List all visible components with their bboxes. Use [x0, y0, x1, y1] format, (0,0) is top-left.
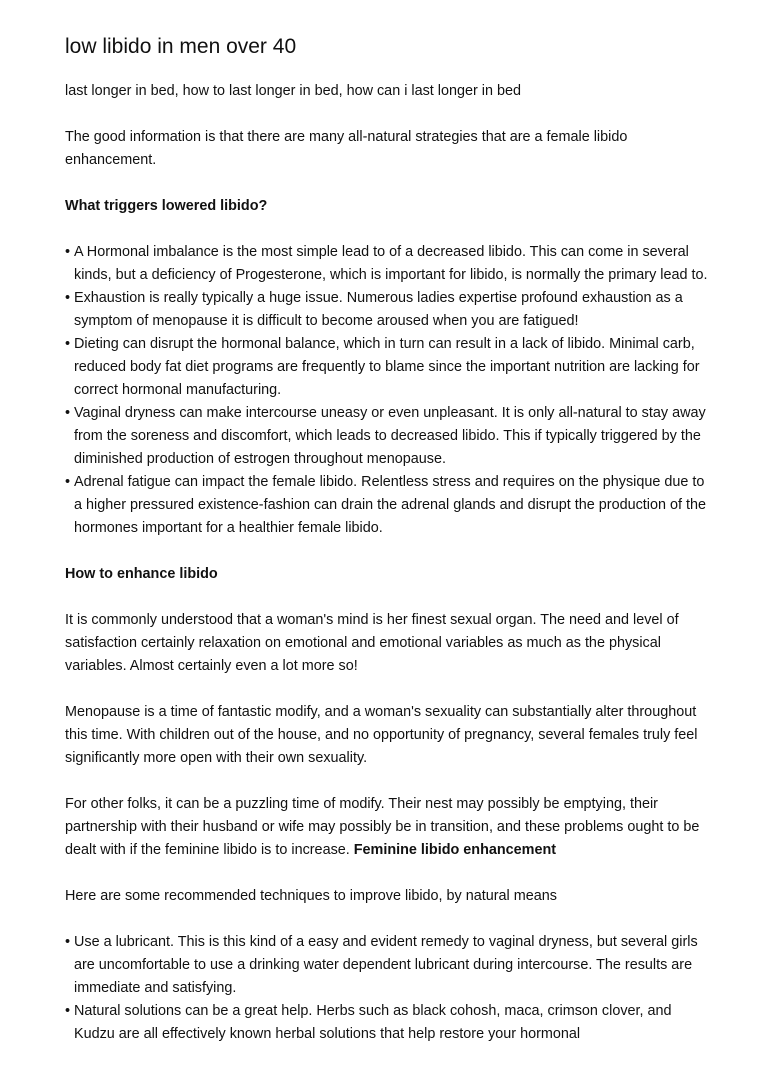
bold-link-text: Feminine libido enhancement	[353, 842, 557, 858]
paragraph-text: For other folks, it can be a puzzling time of modify. Their nest may possibly be emptying, their partnership with their husband or wife may possibly be in transition, and these problems ought to be dealt with if the feminine libido is to increase.	[65, 796, 700, 858]
bullet-icon: •	[65, 244, 71, 260]
list-item-text: Vaginal dryness can make intercourse uneasy or even unpleasant. It is only all-natural to stay away from the soreness and discomfort, which leads to decreased libido. This if typically triggered by the diminished production of estrogen throughout menopause.	[74, 405, 706, 467]
bullet-icon: •	[65, 336, 71, 352]
paragraph-other-folks	[65, 793, 715, 862]
paragraph-techniques: Here are some recommended techniques to improve libido, by natural means	[65, 888, 557, 904]
list-item	[65, 402, 715, 471]
list-item	[65, 287, 715, 333]
bullet-icon: •	[65, 290, 71, 306]
list-item-text: Use a lubricant. This is this kind of a easy and evident remedy to vaginal dryness, but several girls are uncomfortable to use a drinking water dependent lubricant during intercourse. The results are immediate and satisfying.	[74, 934, 698, 996]
bullet-icon: •	[65, 934, 71, 950]
list-item-text: Natural solutions can be a great help. Herbs such as black cohosh, maca, crimson clover, and Kudzu are all effectively known herbal solutions that help restore your hormonal	[74, 1003, 672, 1042]
list-item	[65, 931, 715, 1000]
list-item	[65, 241, 715, 287]
techniques-list	[65, 931, 715, 1046]
list-item-text: Exhaustion is really typically a huge issue. Numerous ladies expertise profound exhaustion as a symptom of menopause it is difficult to become aroused when you are fatigued!	[74, 290, 683, 329]
list-item	[65, 471, 715, 540]
paragraph-menopause: Menopause is a time of fantastic modify, and a woman's sexuality can substantially alter throughout this time. With children out of the house, and no opportunity of pregnancy, several females truly feel significantly more open with their own sexuality.	[65, 704, 698, 766]
bullet-icon: •	[65, 405, 71, 421]
document-title: low libido in men over 40	[65, 35, 297, 58]
list-item-text: A Hormonal imbalance is the most simple lead to of a decreased libido. This can come in several kinds, but a deficiency of Progesterone, which is important for libido, is normally the primary lead to.	[74, 244, 708, 283]
list-item-text: Adrenal fatigue can impact the female libido. Relentless stress and requires on the physique due to a higher pressured existence-fashion can drain the adrenal glands and disrupt the production of the hormones important for a healthier female libido.	[74, 474, 707, 536]
paragraph-mind: It is commonly understood that a woman's mind is her finest sexual organ. The need and level of satisfaction certainly relaxation on emotional and emotional variables as much as the physical variables. Almost certainly even a lot more so!	[65, 612, 679, 674]
triggers-list	[65, 241, 715, 540]
keywords-line: last longer in bed, how to last longer in bed, how can i last longer in bed	[65, 83, 521, 99]
list-item	[65, 1000, 715, 1046]
intro-paragraph: The good information is that there are many all-natural strategies that are a female libido enhancement.	[65, 129, 628, 168]
document-page	[65, 34, 715, 1069]
bullet-icon: •	[65, 474, 71, 490]
section-heading-triggers: What triggers lowered libido?	[65, 198, 268, 214]
list-item-text: Dieting can disrupt the hormonal balance, which in turn can result in a lack of libido. Minimal carb, reduced body fat diet programs are frequently to blame since the important nutrition are lacking for correct hormonal manufacturing.	[74, 336, 700, 398]
bullet-icon: •	[65, 1003, 71, 1019]
section-heading-enhance: How to enhance libido	[65, 566, 218, 582]
list-item	[65, 333, 715, 402]
